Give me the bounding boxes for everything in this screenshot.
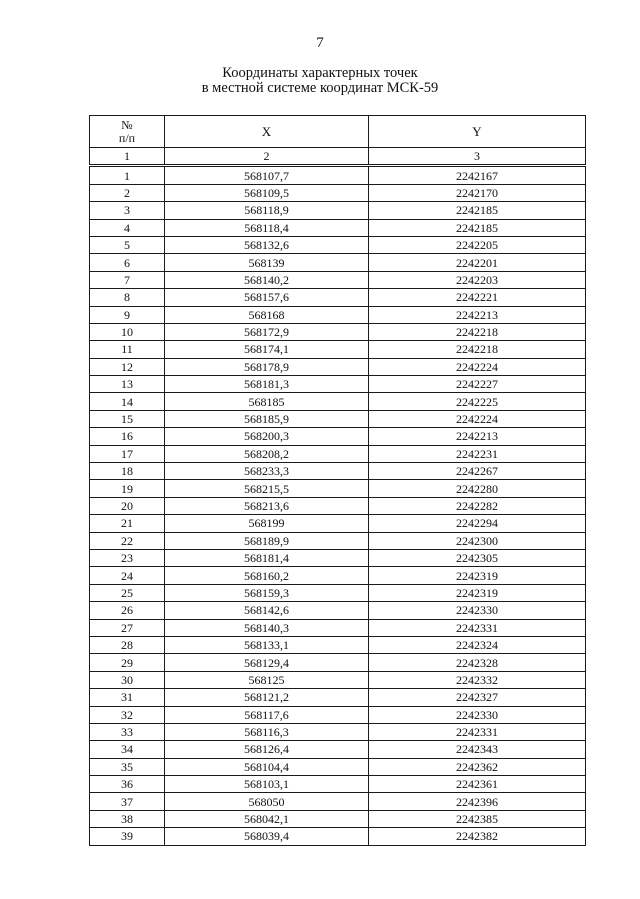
x-coordinate-cell: 568233,3 xyxy=(165,463,369,480)
table-row xyxy=(90,689,586,706)
x-coordinate-cell: 568181,4 xyxy=(165,549,369,566)
x-coordinate-cell: 568125 xyxy=(165,671,369,688)
y-coordinate-cell: 2242332 xyxy=(369,671,586,688)
y-coordinate-cell: 2242385 xyxy=(369,810,586,827)
x-coordinate-cell: 568157,6 xyxy=(165,289,369,306)
point-number-cell: 19 xyxy=(90,480,165,497)
y-coordinate-cell: 2242221 xyxy=(369,289,586,306)
y-coordinate-cell: 2242201 xyxy=(369,254,586,271)
point-number-cell: 2 xyxy=(90,184,165,201)
x-coordinate-cell: 568109,5 xyxy=(165,184,369,201)
x-coordinate-cell: 568139 xyxy=(165,254,369,271)
table-row xyxy=(90,289,586,306)
x-coordinate-cell: 568121,2 xyxy=(165,689,369,706)
x-coordinate-cell: 568126,4 xyxy=(165,741,369,758)
x-coordinate-cell: 568215,5 xyxy=(165,480,369,497)
x-coordinate-cell: 568160,2 xyxy=(165,567,369,584)
y-coordinate-cell: 2242170 xyxy=(369,184,586,201)
y-coordinate-cell: 2242224 xyxy=(369,410,586,427)
table-row xyxy=(90,741,586,758)
table-row xyxy=(90,428,586,445)
point-number-cell: 36 xyxy=(90,776,165,793)
y-coordinate-cell: 2242327 xyxy=(369,689,586,706)
point-number-cell: 37 xyxy=(90,793,165,810)
point-number-cell: 1 xyxy=(90,166,165,184)
y-coordinate-cell: 2242305 xyxy=(369,549,586,566)
y-coordinate-cell: 2242294 xyxy=(369,515,586,532)
x-coordinate-cell: 568185,9 xyxy=(165,410,369,427)
y-coordinate-cell: 2242300 xyxy=(369,532,586,549)
table-row xyxy=(90,184,586,201)
table-body xyxy=(90,166,586,845)
table-row xyxy=(90,758,586,775)
title-line-2: в местной системе координат МСК-59 xyxy=(201,80,439,96)
page-number: 7 xyxy=(316,35,324,51)
y-coordinate-cell: 2242185 xyxy=(369,202,586,219)
point-number-cell: 15 xyxy=(90,410,165,427)
table-row xyxy=(90,584,586,601)
x-coordinate-cell: 568213,6 xyxy=(165,497,369,514)
y-coordinate-cell: 2242267 xyxy=(369,463,586,480)
header-y: Y xyxy=(369,116,586,148)
table-row xyxy=(90,828,586,845)
point-number-cell: 28 xyxy=(90,636,165,653)
y-coordinate-cell: 2242331 xyxy=(369,619,586,636)
table-row xyxy=(90,410,586,427)
point-number-cell: 35 xyxy=(90,758,165,775)
point-number-cell: 31 xyxy=(90,689,165,706)
point-number-cell: 30 xyxy=(90,671,165,688)
index-cell-3: 3 xyxy=(369,148,586,166)
table-row xyxy=(90,654,586,671)
y-coordinate-cell: 2242203 xyxy=(369,271,586,288)
y-coordinate-cell: 2242319 xyxy=(369,584,586,601)
table-row xyxy=(90,619,586,636)
table-row xyxy=(90,393,586,410)
point-number-cell: 32 xyxy=(90,706,165,723)
point-number-cell: 4 xyxy=(90,219,165,236)
point-number-cell: 10 xyxy=(90,323,165,340)
x-coordinate-cell: 568050 xyxy=(165,793,369,810)
y-coordinate-cell: 2242231 xyxy=(369,445,586,462)
point-number-cell: 34 xyxy=(90,741,165,758)
table-row xyxy=(90,671,586,688)
x-coordinate-cell: 568172,9 xyxy=(165,323,369,340)
point-number-cell: 11 xyxy=(90,341,165,358)
x-coordinate-cell: 568104,4 xyxy=(165,758,369,775)
point-number-cell: 7 xyxy=(90,271,165,288)
point-number-cell: 24 xyxy=(90,567,165,584)
table-row xyxy=(90,723,586,740)
table-row xyxy=(90,636,586,653)
x-coordinate-cell: 568133,1 xyxy=(165,636,369,653)
point-number-cell: 14 xyxy=(90,393,165,410)
x-coordinate-cell: 568159,3 xyxy=(165,584,369,601)
y-coordinate-cell: 2242282 xyxy=(369,497,586,514)
table-row xyxy=(90,323,586,340)
point-number-cell: 8 xyxy=(90,289,165,306)
y-coordinate-cell: 2242185 xyxy=(369,219,586,236)
table-row xyxy=(90,567,586,584)
x-coordinate-cell: 568168 xyxy=(165,306,369,323)
title-line-1: Координаты характерных точек xyxy=(222,65,418,81)
table-row xyxy=(90,445,586,462)
y-coordinate-cell: 2242361 xyxy=(369,776,586,793)
y-coordinate-cell: 2242218 xyxy=(369,323,586,340)
table-row xyxy=(90,376,586,393)
table-row xyxy=(90,515,586,532)
point-number-cell: 6 xyxy=(90,254,165,271)
y-coordinate-cell: 2242280 xyxy=(369,480,586,497)
x-coordinate-cell: 568118,4 xyxy=(165,219,369,236)
table-row xyxy=(90,497,586,514)
table-row xyxy=(90,463,586,480)
table-row xyxy=(90,358,586,375)
x-coordinate-cell: 568199 xyxy=(165,515,369,532)
table-row xyxy=(90,341,586,358)
point-number-cell: 5 xyxy=(90,236,165,253)
point-number-cell: 12 xyxy=(90,358,165,375)
coordinates-table xyxy=(89,115,586,846)
table-row xyxy=(90,793,586,810)
point-number-cell: 21 xyxy=(90,515,165,532)
table-row xyxy=(90,236,586,253)
x-coordinate-cell: 568178,9 xyxy=(165,358,369,375)
table-row xyxy=(90,549,586,566)
y-coordinate-cell: 2242213 xyxy=(369,428,586,445)
document-title xyxy=(0,66,640,96)
point-number-cell: 20 xyxy=(90,497,165,514)
point-number-cell: 26 xyxy=(90,602,165,619)
index-cell-1: 1 xyxy=(90,148,165,166)
point-number-cell: 9 xyxy=(90,306,165,323)
y-coordinate-cell: 2242324 xyxy=(369,636,586,653)
point-number-cell: 18 xyxy=(90,463,165,480)
point-number-cell: 22 xyxy=(90,532,165,549)
x-coordinate-cell: 568103,1 xyxy=(165,776,369,793)
header-number-abbr: п/п xyxy=(118,130,136,145)
point-number-cell: 16 xyxy=(90,428,165,445)
table-row xyxy=(90,706,586,723)
table-row xyxy=(90,271,586,288)
y-coordinate-cell: 2242167 xyxy=(369,166,586,184)
x-coordinate-cell: 568132,6 xyxy=(165,236,369,253)
point-number-cell: 3 xyxy=(90,202,165,219)
x-coordinate-cell: 568117,6 xyxy=(165,706,369,723)
table-row xyxy=(90,810,586,827)
point-number-cell: 29 xyxy=(90,654,165,671)
table-index-row xyxy=(90,148,586,166)
y-coordinate-cell: 2242227 xyxy=(369,376,586,393)
point-number-cell: 23 xyxy=(90,549,165,566)
header-number xyxy=(90,116,165,148)
y-coordinate-cell: 2242396 xyxy=(369,793,586,810)
table-row xyxy=(90,602,586,619)
x-coordinate-cell: 568185 xyxy=(165,393,369,410)
x-coordinate-cell: 568200,3 xyxy=(165,428,369,445)
y-coordinate-cell: 2242328 xyxy=(369,654,586,671)
x-coordinate-cell: 568142,6 xyxy=(165,602,369,619)
y-coordinate-cell: 2242213 xyxy=(369,306,586,323)
y-coordinate-cell: 2242382 xyxy=(369,828,586,845)
table-row xyxy=(90,306,586,323)
point-number-cell: 27 xyxy=(90,619,165,636)
y-coordinate-cell: 2242330 xyxy=(369,602,586,619)
y-coordinate-cell: 2242225 xyxy=(369,393,586,410)
table-row xyxy=(90,776,586,793)
x-coordinate-cell: 568116,3 xyxy=(165,723,369,740)
y-coordinate-cell: 2242218 xyxy=(369,341,586,358)
y-coordinate-cell: 2242331 xyxy=(369,723,586,740)
x-coordinate-cell: 568181,3 xyxy=(165,376,369,393)
header-number-sign: № xyxy=(121,117,133,132)
point-number-cell: 39 xyxy=(90,828,165,845)
x-coordinate-cell: 568039,4 xyxy=(165,828,369,845)
x-coordinate-cell: 568118,9 xyxy=(165,202,369,219)
header-x: X xyxy=(165,116,369,148)
point-number-cell: 25 xyxy=(90,584,165,601)
x-coordinate-cell: 568189,9 xyxy=(165,532,369,549)
y-coordinate-cell: 2242362 xyxy=(369,758,586,775)
point-number-cell: 17 xyxy=(90,445,165,462)
x-coordinate-cell: 568140,3 xyxy=(165,619,369,636)
index-cell-2: 2 xyxy=(165,148,369,166)
table-row xyxy=(90,532,586,549)
point-number-cell: 38 xyxy=(90,810,165,827)
table-row xyxy=(90,480,586,497)
x-coordinate-cell: 568129,4 xyxy=(165,654,369,671)
table-row xyxy=(90,219,586,236)
table-row xyxy=(90,254,586,271)
y-coordinate-cell: 2242224 xyxy=(369,358,586,375)
table-row xyxy=(90,202,586,219)
x-coordinate-cell: 568208,2 xyxy=(165,445,369,462)
y-coordinate-cell: 2242319 xyxy=(369,567,586,584)
x-coordinate-cell: 568107,7 xyxy=(165,166,369,184)
point-number-cell: 33 xyxy=(90,723,165,740)
x-coordinate-cell: 568174,1 xyxy=(165,341,369,358)
y-coordinate-cell: 2242205 xyxy=(369,236,586,253)
point-number-cell: 13 xyxy=(90,376,165,393)
x-coordinate-cell: 568140,2 xyxy=(165,271,369,288)
table-header-row xyxy=(90,116,586,148)
y-coordinate-cell: 2242330 xyxy=(369,706,586,723)
table-row xyxy=(90,166,586,184)
y-coordinate-cell: 2242343 xyxy=(369,741,586,758)
x-coordinate-cell: 568042,1 xyxy=(165,810,369,827)
